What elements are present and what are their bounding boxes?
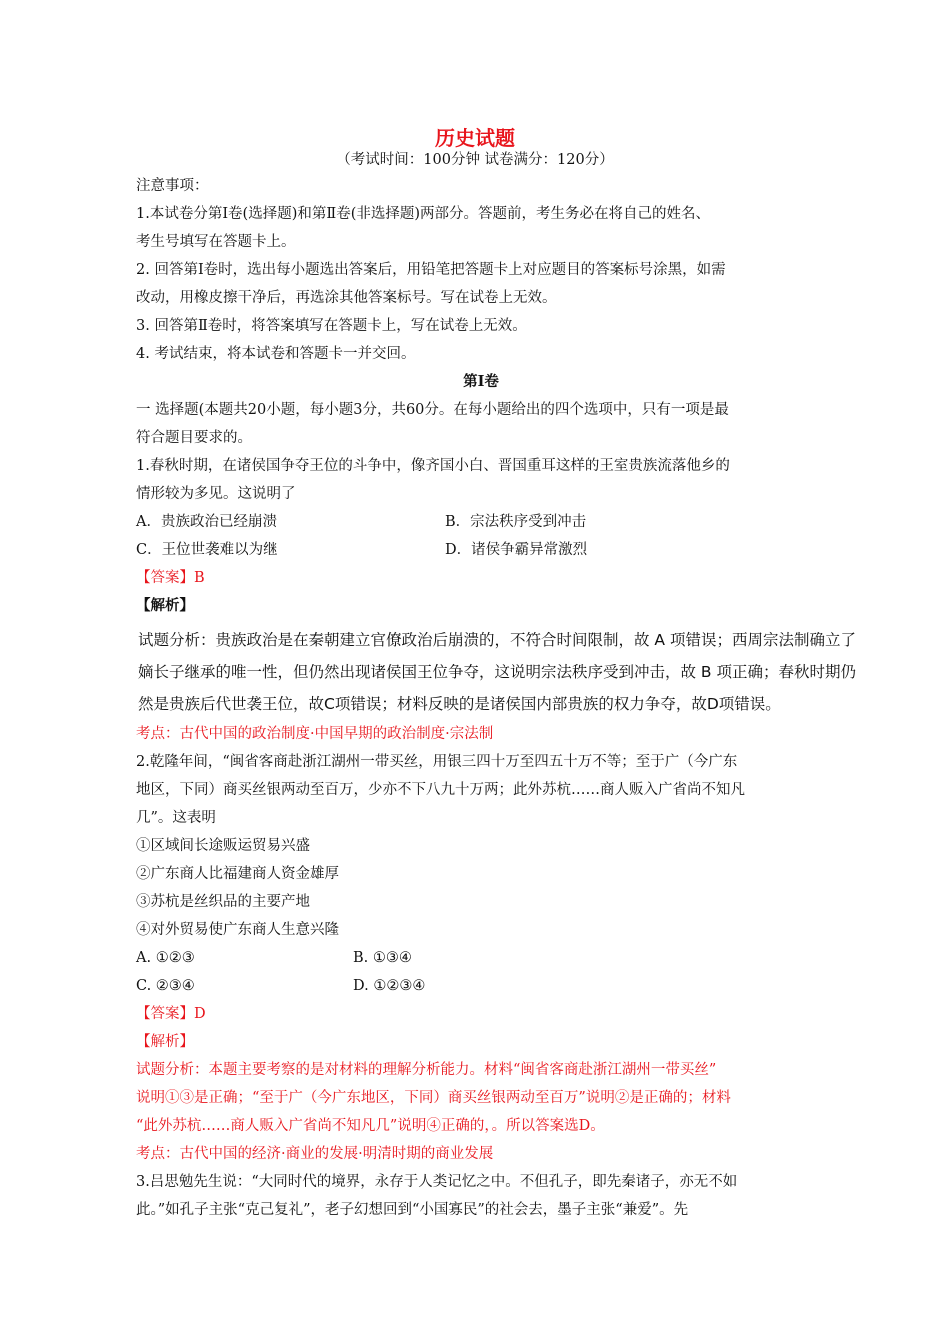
q3-stem: 此。”如孔子主张“克己复礼”，老子幻想回到“小国寡民”的社会去，墨子主张“兼爱”。先 xyxy=(136,1202,689,1218)
q2-stem: 几”。这表明 xyxy=(136,810,216,826)
notes-line: 4. 考试结束，将本试卷和答题卡一并交回。 xyxy=(136,346,416,362)
answer-value: B xyxy=(194,570,205,586)
q2-stem: 2.乾隆年间，“闽省客商赴浙江湖州一带买丝，用银三四十万至四五十万不等；至于广（今广东 xyxy=(136,754,738,770)
analysis-line: 试题分析：本题主要考察的是对材料的理解分析能力。材料“闽省客商赴浙江湖州一带买丝” xyxy=(136,1062,717,1078)
q2-options-row xyxy=(136,972,826,1000)
section-intro: 符合题目要求的。 xyxy=(136,430,252,446)
analysis-line: 嫡长子继承的唯一性，但仍然出现诸侯国王位争夺，这说明宗法秩序受到冲击，故 B 项正确；春秋时期仍 xyxy=(138,663,856,681)
q1-stem: 情形较为多见。这说明了 xyxy=(136,486,296,502)
q1-option-a: A．贵族政治已经崩溃 xyxy=(136,514,277,530)
q1-analysis-label: 【解析】 xyxy=(136,597,194,614)
section-intro: 一 选择题(本题共20小题，每小题3分，共60分。在每小题给出的四个选项中，只有一项是最 xyxy=(136,402,729,418)
notes-line: 1.本试卷分第Ⅰ卷(选择题)和第Ⅱ卷(非选择题)两部分。答题前，考生务必在将自己的姓名、 xyxy=(136,206,711,222)
notes-line: 3. 回答第Ⅱ卷时，将答案填写在答题卡上，写在试卷上无效。 xyxy=(136,318,527,334)
q2-stem: 地区，下同）商买丝银两动至百万，少亦不下八九十万两；此外苏杭……商人贩入广省尚不知凡 xyxy=(136,782,745,798)
q1-option-d: D．诸侯争霸异常激烈 xyxy=(445,542,588,558)
notes-line: 改动，用橡皮擦干净后，再选涂其他答案标号。写在试卷上无效。 xyxy=(136,290,557,306)
section-heading: 第Ⅰ卷 xyxy=(463,373,499,390)
q1-options-row xyxy=(136,508,826,536)
analysis-line: 说明①③是正确；“至于广（今广东地区，下同）商买丝银两动至百万”说明②是正确的；材料 xyxy=(136,1090,731,1106)
q2-option-b: B. ①③④ xyxy=(353,950,412,966)
q2-option-c: C. ②③④ xyxy=(136,978,195,994)
notes-line: 2. 回答第Ⅰ卷时，选出每小题选出答案后，用铅笔把答题卡上对应题目的答案标号涂黑，如需 xyxy=(136,262,726,278)
q1-stem: 1.春秋时期，在诸侯国争夺王位的斗争中，像齐国小白、晋国重耳这样的王室贵族流落他乡的 xyxy=(136,458,730,474)
answer-value: D xyxy=(194,1006,206,1022)
q2-item: ①区域间长途贩运贸易兴盛 xyxy=(136,838,310,854)
q2-analysis-label: 【解析】 xyxy=(136,1034,194,1050)
q2-point: 考点：古代中国的经济·商业的发展·明清时期的商业发展 xyxy=(136,1146,494,1162)
exam-info: （考试时间：100分钟 试卷满分：120分） xyxy=(336,152,614,168)
q1-analysis xyxy=(138,624,916,720)
answer-label: 【答案】 xyxy=(136,1006,194,1022)
analysis-line: 然是贵族后代世袭王位，故C项错误；材料反映的是诸侯国内部贵族的权力争夺，故D项错误。 xyxy=(138,695,781,713)
notes-heading: 注意事项： xyxy=(136,178,209,194)
q1-answer xyxy=(136,564,826,592)
q1-point: 考点：古代中国的政治制度·中国早期的政治制度·宗法制 xyxy=(136,726,494,742)
q1-options-row xyxy=(136,536,826,564)
analysis-line: “此外苏杭……商人贩入广省尚不知凡几”说明④正确的，。所以答案选D。 xyxy=(136,1118,605,1134)
q2-answer xyxy=(136,1000,826,1028)
q1-option-b: B．宗法秩序受到冲击 xyxy=(445,514,587,530)
exam-body xyxy=(136,172,856,1224)
q1-option-c: C．王位世袭难以为继 xyxy=(136,542,278,558)
q3-stem: 3.吕思勉先生说：“大同时代的境界，永存于人类记忆之中。不但孔子，即先秦诸子，亦无不如 xyxy=(136,1174,738,1190)
q2-option-d: D. ①②③④ xyxy=(353,978,426,994)
analysis-line: 试题分析：贵族政治是在秦朝建立官僚政治后崩溃的，不符合时间限制，故 A 项错误；西周宗法制确立了 xyxy=(138,631,856,649)
page-title: 历史试题 xyxy=(435,126,515,150)
q2-option-a: A. ①②③ xyxy=(136,950,195,966)
q2-options-row xyxy=(136,944,826,972)
q2-item: ④对外贸易使广东商人生意兴隆 xyxy=(136,922,339,938)
answer-label: 【答案】 xyxy=(136,570,194,586)
notes-line: 考生号填写在答题卡上。 xyxy=(136,234,296,250)
q2-item: ②广东商人比福建商人资金雄厚 xyxy=(136,866,339,882)
q2-item: ③苏杭是丝织品的主要产地 xyxy=(136,894,310,910)
